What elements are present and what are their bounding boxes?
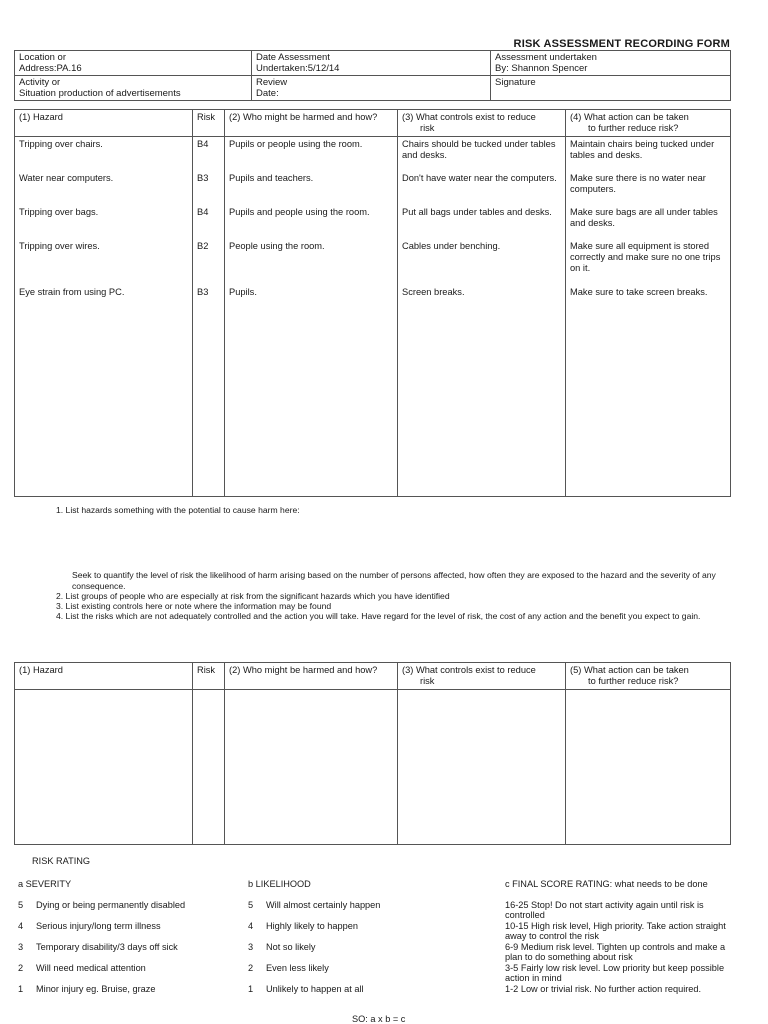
activity-label: Activity or	[19, 77, 61, 88]
review-label: Review	[256, 77, 288, 88]
hazard-table-blank	[14, 662, 731, 845]
action-cell: Maintain chairs being tucked under tables and desks.	[570, 139, 715, 160]
address-value: Address:PA.16	[19, 63, 82, 74]
action-cell: Make sure there is no water near computers.	[570, 173, 706, 194]
activity-cell	[15, 76, 252, 101]
action-header-line1: (5) What action can be taken	[570, 665, 689, 675]
controls-cell: Don't have water near the computers.	[402, 173, 557, 183]
who-cell: Pupils and teachers.	[229, 173, 314, 183]
severity-item: 2 Will need medical attention	[18, 963, 146, 973]
note-1: 1. List hazards something with the potential to cause harm here:	[56, 505, 300, 515]
who-column	[225, 137, 398, 497]
formula: SO: a x b = c	[352, 1014, 406, 1024]
severity-item: 5 Dying or being permanently disabled	[18, 900, 186, 910]
who-cell: Pupils or people using the room.	[229, 139, 363, 149]
controls-header	[398, 110, 566, 137]
final-score-title: c FINAL SCORE RATING: what needs to be done	[505, 879, 708, 889]
date-assessment-label: Date Assessment	[256, 52, 330, 63]
hazard-cell: Water near computers.	[19, 173, 114, 183]
who-cell: Pupils.	[229, 287, 257, 297]
who-cell: People using the room.	[229, 241, 325, 251]
controls-cell: Screen breaks.	[402, 287, 465, 297]
likelihood-item: 3 Not so likely	[248, 942, 316, 952]
final-score-item: 6-9 Medium risk level. Tighten up controls and make a plan to do something about risk	[505, 942, 726, 962]
review-cell	[252, 76, 491, 101]
severity-item: 4 Serious injury/long term illness	[18, 921, 161, 931]
date-assessment-cell	[252, 51, 491, 76]
controls-column	[398, 137, 566, 497]
risk-header: Risk	[193, 110, 225, 137]
form-title: RISK ASSESSMENT RECORDING FORM	[513, 38, 730, 50]
empty-cell	[225, 690, 398, 845]
situation-value: Situation production of advertisements	[19, 88, 181, 99]
controls-cell: Cables under benching.	[402, 241, 501, 251]
controls-cell: Chairs should be tucked under tables and desks.	[402, 139, 556, 160]
hazard-cell: Eye strain from using PC.	[19, 287, 125, 297]
signature-label: Signature	[495, 77, 536, 88]
hazard-cell: Tripping over chairs.	[19, 139, 103, 149]
risk-cell: B4	[197, 207, 209, 217]
note-quantify: Seek to quantify the level of risk the likelihood of harm arising based on the number of persons affected, how often they are exposed to the hazard and the severity of any consequence.	[72, 570, 716, 591]
risk-cell: B2	[197, 241, 209, 251]
assessment-undertaken-label: Assessment undertaken	[495, 52, 597, 63]
severity-title: a SEVERITY	[18, 879, 72, 889]
empty-cell	[15, 690, 193, 845]
action-header	[566, 663, 731, 690]
final-score-item: 3-5 Fairly low risk level. Low priority but keep possible action in mind	[505, 963, 725, 983]
assessor-name: By: Shannon Spencer	[495, 63, 588, 74]
final-score-item: 1-2 Low or trivial risk. No further action required.	[505, 984, 702, 994]
severity-item: 1 Minor injury eg. Bruise, graze	[18, 984, 156, 994]
hazard-column	[15, 137, 193, 497]
empty-cell	[193, 690, 225, 845]
action-header-line1: (4) What action can be taken	[570, 112, 689, 122]
likelihood-item: 4 Highly likely to happen	[248, 921, 358, 931]
who-header: (2) Who might be harmed and how?	[225, 110, 398, 137]
note-3: 3. List existing controls here or note where the information may be found	[56, 601, 332, 611]
action-cell: Make sure to take screen breaks.	[570, 287, 708, 297]
controls-header-line1: (3) What controls exist to reduce	[402, 112, 536, 122]
hazard-header: (1) Hazard	[15, 663, 193, 690]
who-cell: Pupils and people using the room.	[229, 207, 370, 217]
action-header	[566, 110, 731, 137]
final-score-item: 16-25 Stop! Do not start activity again until risk is controlled	[505, 900, 704, 920]
risk-header: Risk	[193, 663, 225, 690]
likelihood-item: 2 Even less likely	[248, 963, 329, 973]
empty-cell	[566, 690, 731, 845]
likelihood-title: b LIKELIHOOD	[248, 879, 311, 889]
who-header: (2) Who might be harmed and how?	[225, 663, 398, 690]
risk-cell: B3	[197, 173, 209, 183]
controls-header-line1: (3) What controls exist to reduce	[402, 665, 536, 675]
undertaken-value: Undertaken:5/12/14	[256, 63, 340, 74]
hazard-cell: Tripping over wires.	[19, 241, 100, 251]
hazard-header: (1) Hazard	[15, 110, 193, 137]
controls-header-line2: risk	[420, 676, 435, 686]
review-date-label: Date:	[256, 88, 279, 99]
severity-item: 3 Temporary disability/3 days off sick	[18, 942, 178, 952]
signature-cell	[491, 76, 731, 101]
controls-cell: Put all bags under tables and desks.	[402, 207, 552, 217]
action-header-line2: to further reduce risk?	[588, 676, 679, 686]
final-score-item: 10-15 High risk level, High priority. Take action straight away to control the risk	[505, 921, 726, 941]
hazard-table	[14, 109, 731, 497]
controls-header	[398, 663, 566, 690]
assessment-info-table	[14, 50, 731, 101]
action-header-line2: to further reduce risk?	[588, 123, 679, 133]
assessor-cell	[491, 51, 731, 76]
location-label: Location or	[19, 52, 67, 63]
location-cell	[15, 51, 252, 76]
likelihood-item: 5 Will almost certainly happen	[248, 900, 381, 910]
hazard-cell: Tripping over bags.	[19, 207, 99, 217]
note-4: 4. List the risks which are not adequately controlled and the action you will take. Have regard for the level of risk, the cost of any action and the benefit you expect to gain.	[56, 611, 701, 621]
risk-rating-title: RISK RATING	[32, 856, 91, 866]
risk-cell: B3	[197, 287, 209, 297]
risk-cell: B4	[197, 139, 209, 149]
likelihood-item: 1 Unlikely to happen at all	[248, 984, 364, 994]
action-column	[566, 137, 731, 497]
controls-header-line2: risk	[420, 123, 435, 133]
risk-column	[193, 137, 225, 497]
empty-cell	[398, 690, 566, 845]
action-cell: Make sure bags are all under tables and desks.	[570, 207, 718, 228]
action-cell: Make sure all equipment is stored correctly and make sure no one trips on it.	[570, 241, 721, 273]
note-2: 2. List groups of people who are especially at risk from the significant hazards which you have identified	[56, 591, 450, 601]
